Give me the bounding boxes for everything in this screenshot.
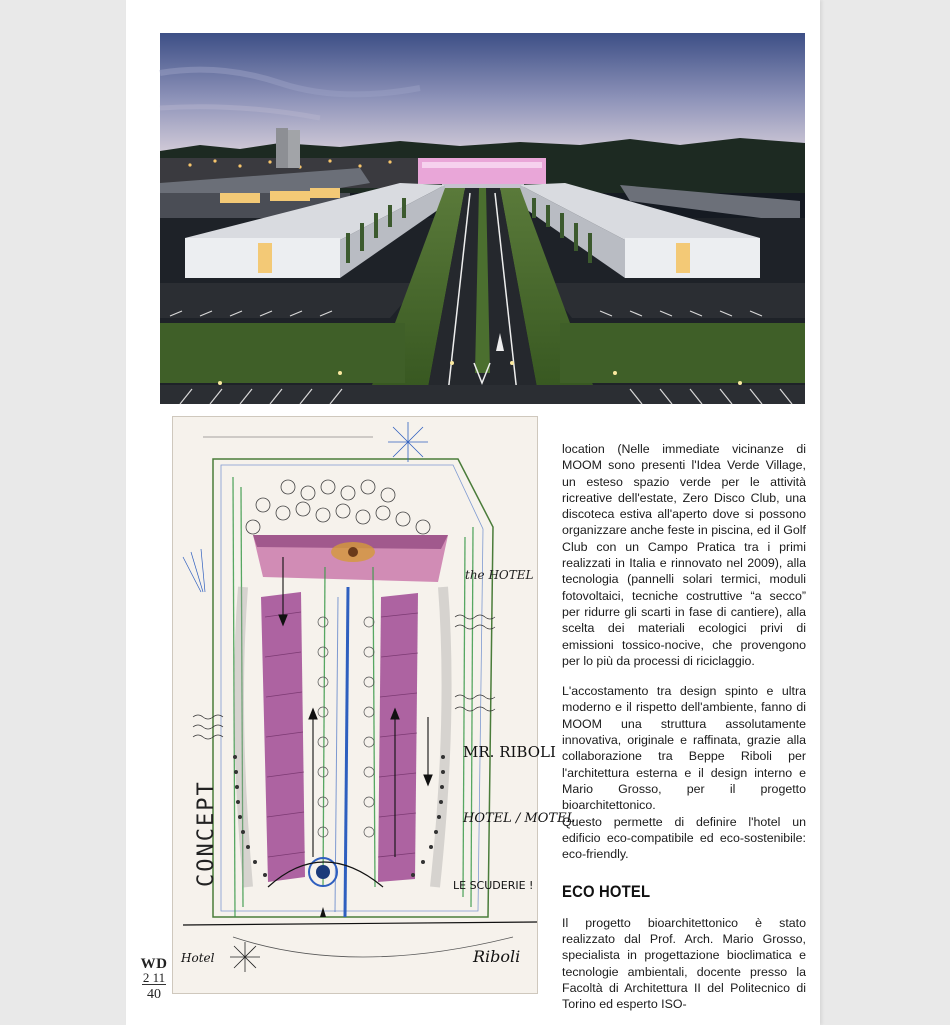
issue-number: 2 11: [142, 970, 166, 985]
sketch-label-concept: CONCEPT: [194, 780, 219, 887]
section-heading: ECO HOTEL: [562, 883, 651, 902]
article-paragraph: location (Nelle immediate vicinanze di MOOM sono presenti l'Idea Verde Village, un esteso spazio verde per le attività ricreative dell'estate, Zero Disco Club, una discoteca estiva all'aperto dove si possono organizzare anche feste in piscina, ed il Golf Club con un Campo Pratica tra i primi realizzati in Italia e rinnovato nel 2009), alla tecnologia (pannelli solari termici, moduli fotovoltaici, tecniche costruttive “a secco” per ridurre gli scarti in fase di cantiere), alla scelta dei materiali ecologici privi di emissioni tossico-nocive, che provengono per lo più da processi di riciclaggio.: [562, 442, 806, 668]
sketch-label-the-hotel: the HOTEL: [465, 568, 534, 582]
page-folio: [136, 956, 172, 1003]
sketch-label-scuderie: LE SCUDERIE !: [453, 879, 534, 892]
sketch-label-hotel-motel: HOTEL / MOTEL: [463, 811, 576, 826]
article-paragraph: Questo permette di definire l'hotel un edificio eco-compatibile ed eco-sostenibile: eco-friendly.: [562, 814, 806, 862]
article-paragraph: Il progetto bioarchitettonico è stato realizzato dal Prof. Arch. Mario Grosso, specialista in progettazione bioclimatica e tecnologie ambientali, docente presso la Facoltà di Architettura II del Politecnico di Torino ed esperto ISO-: [562, 915, 806, 1012]
sketch-signature-riboli: Riboli: [473, 947, 521, 966]
magazine-page: [126, 0, 820, 1025]
sketch-label-hotel-bottom: Hotel: [181, 951, 215, 965]
aerial-hotel-photo: [160, 33, 805, 404]
sketch-label-mr-riboli: MR. RIBOLI: [463, 743, 556, 761]
article-paragraph: L'accostamento tra design spinto e ultra moderno e il rispetto dell'ambiente, fanno di MOOM una struttura assolutamente innovativa, originale e raffinata, grazie alla collaborazione tra Beppe Riboli per l'architettura esterna e il design interno e Mario Grosso, per il progetto bioarchitettonico.: [562, 684, 806, 813]
article-column: [562, 441, 806, 1013]
page-number: 40: [147, 987, 161, 1002]
magazine-logo: WD: [140, 956, 168, 972]
concept-sketch: [172, 416, 576, 994]
